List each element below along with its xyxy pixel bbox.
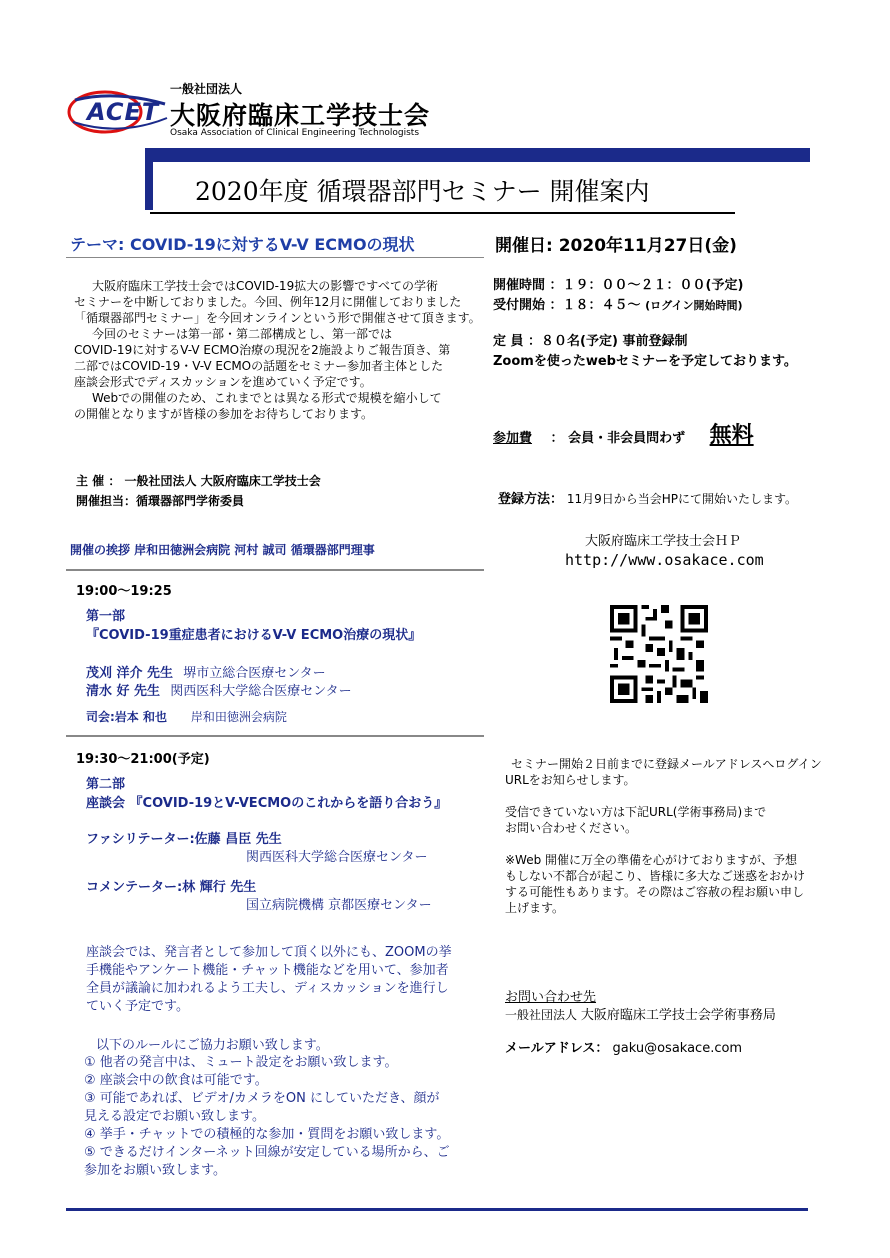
host: 主 催 ： 一般社団法人 大阪府臨床工学技士会 [76,474,321,488]
facilitator: ファシリテーター:佐藤 昌臣 先生 [86,832,282,847]
speaker-name: 茂刈 洋介 先生 [86,666,174,681]
rule-item: ① 他者の発言中は、ミュート設定をお願い致します。 [84,1055,398,1070]
intro-line: 二部ではCOVID-19・V-V ECMOの話題をセミナー参加者主体とした [74,359,444,373]
intro-line: 「循環器部門セミナー」を今回オンラインという形で開催させて頂きます。 [74,311,481,325]
intro-line: セミナーを中断しておりました。今回、例年12月に開催しておりました [74,295,462,309]
intro-line: Webでの開催のため、これまでとは異なる形式で規模を縮小して [92,391,442,405]
rule-item: 見える設定でお願い致します。 [84,1109,265,1124]
fee-detail: ： 会員・非会員問わず [550,431,686,446]
speaker-1 [86,662,326,681]
speaker-affil: 堺市立総合医療センター [183,666,326,681]
org-prefix: 一般社団法人 [170,82,243,96]
note-line: セミナー開始２日前までに登録メールアドレスへログイン [511,757,822,771]
part1-title: 『COVID-19重症患者におけるV-V ECMO治療の現状』 [86,628,422,643]
fee-row [493,418,754,449]
note-line: もしない不都合が起こり、皆様に多大なご迷惑をおかけ [505,869,806,883]
section-divider-2 [66,735,484,737]
registration-text: 11月9日から当会HPにて開始いたします。 [566,492,798,506]
org-name-en: Osaka Association of Clinical Engineering Technologists [170,128,420,138]
speaker-2 [86,680,352,699]
registration-row [498,488,797,507]
reception-label: 受付開始 ：１８：４５～ [493,298,641,313]
capacity: 定 員 ：８０名(予定) 事前登録制 [493,334,688,349]
note-line: お問い合わせください。 [505,821,638,835]
desc-line: ていく予定です。 [86,999,189,1014]
intro-line: 今回のセミナーは第一部・第二部構成とし、第一部では [92,327,393,341]
header-bar-block [145,148,810,162]
facilitator-affil: 関西医科大学総合医療センター [246,850,428,865]
section-divider-1 [66,569,484,571]
intro-line: COVID-19に対するV-V ECMO治療の現況を2施設よりご報告頂き、第 [74,343,451,357]
rule-item: ⑤ できるだけインターネット回線が安定している場所から、ご [84,1145,450,1160]
intro-line: の開催となりますが皆様の参加をお待ちしております。 [74,407,374,421]
part2-label: 第二部 [86,777,126,792]
desc-line: 手機能やアンケート機能・チャット機能などを用いて、参加者 [86,963,449,978]
greeting: 開催の挨拶 岸和田徳洲会病院 河村 誠司 循環器部門理事 [70,543,375,557]
registration-label: 登録方法： [498,492,564,507]
mail-address[interactable]: gaku@osakace.com [612,1041,743,1056]
in-charge: 開催担当：循環器部門学術委員 [76,494,245,508]
org-logo [65,82,175,142]
zoom-note: Zoomを使ったwebセミナーを予定しております。 [493,354,797,369]
contact-org-name: 大阪府臨床工学技士会学術事務局 [580,1008,776,1023]
fee-label: 参加費 [493,431,533,446]
qr-code [610,605,708,703]
chair [86,708,287,725]
fee-value: 無料 [709,423,754,448]
mail-label: メールアドレス： [505,1041,609,1056]
note-line: する可能性もあります。その際はご容赦の程お願い申し [505,885,805,899]
rules-list [84,1054,484,1180]
notes-block [505,756,845,916]
desc-line: 座談会では、発言者として参加して頂く以外にも、ZOOMの挙 [86,945,452,960]
page-title: 2020年度 循環器部門セミナー 開催案内 [195,177,650,206]
contact-org-prefix: 一般社団法人 [505,1008,578,1022]
speaker-affil: 関西医科大学総合医療センター [170,684,352,699]
chair-affil: 岸和田徳洲会病院 [190,710,287,724]
note-line: 上げます。 [505,901,565,915]
hp-url[interactable]: http://www.osakace.com [565,551,764,569]
speaker-name: 清水 好 先生 [86,684,161,699]
rule-item: ② 座談会中の飲食は可能です。 [84,1073,268,1088]
part1-time: 19:00～19:25 [76,584,172,599]
contact-mail [505,1037,742,1056]
reception-note: (ログイン開始時間) [645,299,743,312]
note-line: ※Web 開催に万全の準備を心がけておりますが、予想 [505,853,798,867]
intro-paragraph [74,278,484,422]
desc-line: 全員が議論に加われるよう工夫し、ディスカッションを進行し [86,981,449,996]
intro-line: 大阪府臨床工学技士会ではCOVID-19拡大の影響ですべての学術 [92,279,438,293]
commentator: コメンテーター:林 輝行 先生 [86,880,257,895]
chair-label: 司会:岩本 和也 [86,710,167,724]
hp-label: 大阪府臨床工学技士会ＨＰ [585,534,742,549]
part2-time: 19:30～21:00(予定) [76,752,210,767]
logo-text: ACET [87,98,160,126]
rule-item: ④ 挙手・チャットでの積極的な参加・質問をお願い致します。 [84,1127,450,1142]
part2-title: 座談会 『COVID-19とV-VECMOのこれからを語り合おう』 [86,796,448,811]
event-time: 開催時間 ：１９：００～２１：００(予定) [493,278,744,293]
note-line: 受信できていない方は下記URL(学術事務局)まで [505,805,767,819]
part1-label: 第一部 [86,609,126,624]
theme-underline [66,257,484,258]
contact-org [505,1004,776,1023]
reception-time [493,294,743,313]
header-bar-left [145,162,153,210]
contact-label: お問い合わせ先 [505,990,597,1005]
event-date: 開催日: 2020年11月27日(金) [495,236,737,256]
intro-line: 座談会形式でディスカッションを進めていく予定です。 [74,375,372,389]
title-underline [150,212,735,214]
rule-item: ③ 可能であれば、ビデオ/カメラをON にしていただき、顔が [84,1091,440,1106]
commentator-affil: 国立病院機構 京都医療センター [246,898,432,913]
part2-description [86,944,476,1016]
org-name: 大阪府臨床工学技士会 [170,101,431,130]
footer-rule [66,1208,808,1211]
rules-intro: 以下のルールにご協力お願い致します。 [96,1038,329,1053]
rule-item: 参加をお願い致します。 [84,1163,226,1178]
note-line: URLをお知らせします。 [505,773,636,787]
theme-text: テーマ: COVID-19に対するV-V ECMOの現状 [70,235,415,254]
